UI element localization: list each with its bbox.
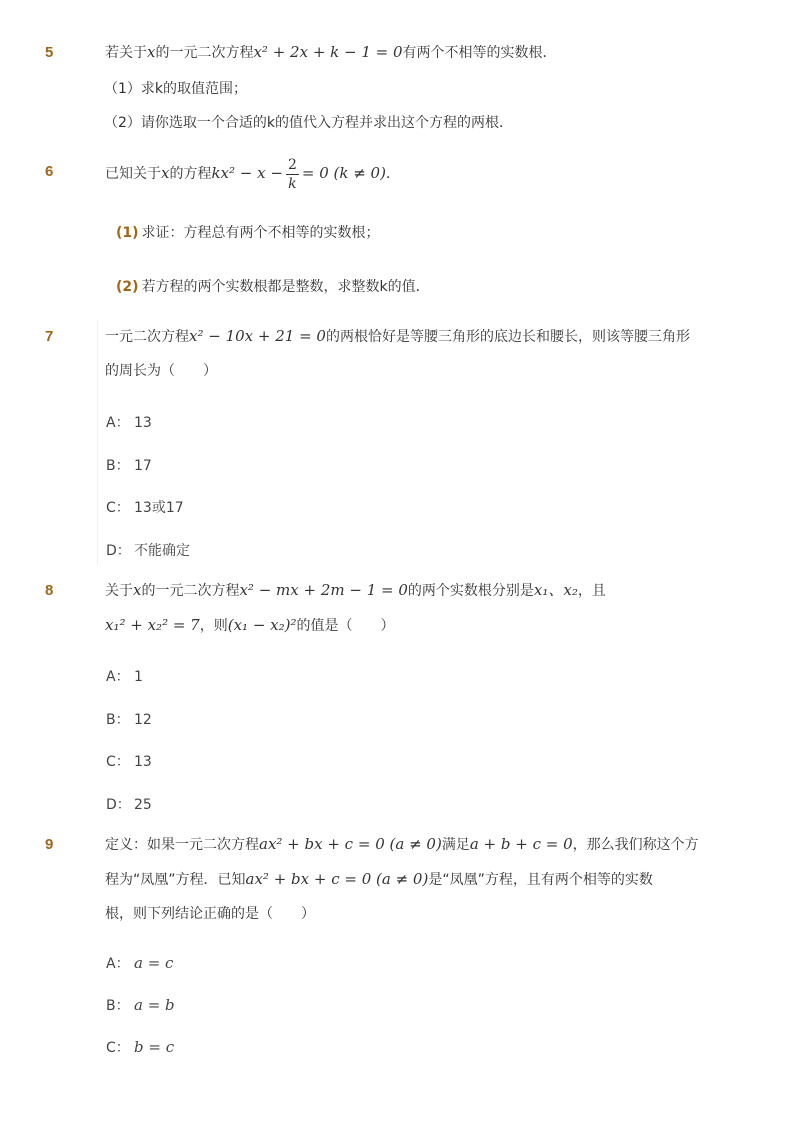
fraction: $\frac{2}{k}$: [287, 156, 297, 192]
question-number: 8: [45, 582, 54, 599]
expression: (x₁ − x₂)²: [227, 616, 297, 634]
subquestion-2: (2) 若方程的两个实数根都是整数，求整数k的值．: [116, 279, 430, 295]
option-c[interactable]: C： b = c: [106, 1038, 175, 1056]
roots: x₁、x₂: [533, 581, 578, 599]
equation: ax² + bx + c = 0 (a ≠ 0): [259, 835, 442, 853]
question-stem: 已知关于x的方程kx² − x − $\frac{2}{k}$ = 0 (k ≠ 0)．: [105, 156, 400, 192]
equation-rhs: = 0 (k ≠ 0): [301, 164, 386, 182]
option-c[interactable]: C： 13: [106, 754, 152, 770]
subquestion-2: （2）请你选取一个合适的k的值代入方程并求出这个方程的两根．: [104, 115, 514, 131]
option-d[interactable]: D： 25: [106, 797, 152, 813]
option-c[interactable]: C： 13或17: [106, 500, 184, 516]
option-b[interactable]: B： 17: [106, 458, 152, 474]
subquestion-1: (1) 求证：方程总有两个不相等的实数根；: [116, 225, 380, 241]
option-a[interactable]: A： 1: [106, 669, 143, 685]
question-number: 5: [45, 44, 54, 61]
condition: x₁² + x₂² = 7: [105, 616, 200, 634]
question-stem: 定义：如果一元二次方程ax² + bx + c = 0 (a ≠ 0)满足a + b + c = 0，那么我们称这个方 程为“凤凰”方程．已知ax² + bx + c = 0 (a ≠ 0)是“凤凰”方程，且有两个相等的实数 根，则下列结论正确的是（ ）: [105, 835, 699, 922]
question-number: 9: [45, 836, 54, 853]
option-a[interactable]: A： a = c: [106, 954, 174, 972]
option-b[interactable]: B： a = b: [106, 996, 175, 1014]
subquestion-1: （1）求k的取值范围；: [104, 81, 248, 97]
equation: x² + 2x + k − 1 = 0: [253, 43, 403, 61]
question-number: 7: [45, 328, 54, 345]
condition: a + b + c = 0: [469, 835, 573, 853]
equation: x² − mx + 2m − 1 = 0: [239, 581, 408, 599]
question-stem: 关于x的一元二次方程x² − mx + 2m − 1 = 0的两个实数根分别是x₁、x₂，且 x₁² + x₂² = 7，则(x₁ − x₂)²的值是（ ）: [105, 581, 606, 634]
equation: ax² + bx + c = 0 (a ≠ 0): [245, 870, 429, 888]
option-d[interactable]: D： 不能确定: [106, 543, 190, 559]
equation-lhs: kx² − x −: [211, 164, 283, 182]
option-b[interactable]: B： 12: [106, 712, 152, 728]
question-stem: 若关于x的一元二次方程x² + 2x + k − 1 = 0有两个不相等的实数根．: [105, 43, 557, 61]
equation: x² − 10x + 21 = 0: [189, 327, 326, 345]
question-7-border: [97, 320, 98, 564]
question-stem: 一元二次方程x² − 10x + 21 = 0的两根恰好是等腰三角形的底边长和腰长，则该等腰三角形 的周长为（ ）: [105, 327, 690, 379]
question-number: 6: [45, 163, 54, 180]
option-a[interactable]: A： 13: [106, 415, 152, 431]
